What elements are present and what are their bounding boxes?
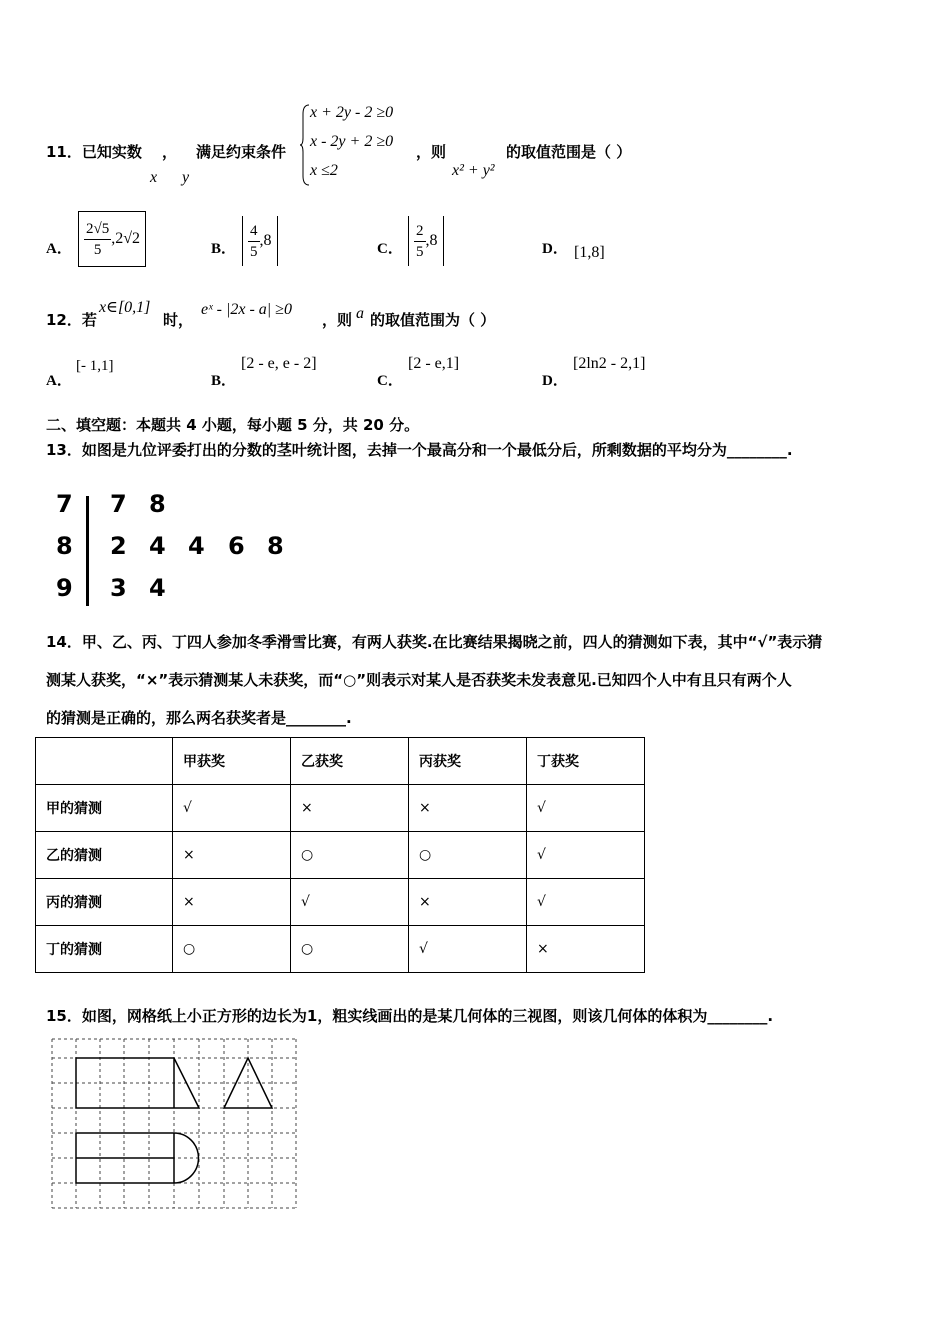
q11-option-a-denominator: 5 — [93, 241, 102, 258]
header-cell-yi: 乙获奖 — [291, 738, 409, 785]
stem-8: 8 — [56, 532, 73, 560]
three-view-diagram — [50, 1037, 300, 1216]
row-label: 甲的猜测 — [36, 785, 173, 832]
solid-outlines — [76, 1058, 272, 1183]
stem-7: 7 — [56, 490, 73, 518]
q11-constraint-2: x - 2y + 2 ≥0 — [310, 133, 394, 150]
q12-option-a: [- 1,1] — [76, 358, 114, 374]
table-row — [36, 879, 645, 926]
q11-option-a-label: A． — [46, 241, 72, 257]
q11-system-brace — [300, 104, 310, 186]
q11-option-b — [242, 216, 278, 266]
q15-text: 15．如图，网格纸上小正方形的边长为1，粗实线画出的是某几何体的三视图，则该几何体的体积为________. — [46, 1007, 774, 1025]
q11-option-c-denominator: 5 — [416, 243, 424, 260]
leaf: 8 — [267, 532, 284, 560]
q14-line-1: 14．甲、乙、丙、丁四人参加冬季滑雪比赛，有两人获奖.在比赛结果揭晓之前，四人的猜测如下表，其中“√”表示猜 — [46, 633, 823, 651]
leaf: 8 — [149, 490, 166, 518]
q11-var-x: x — [150, 169, 158, 186]
q11-constraint-3: x ≤2 — [310, 162, 338, 179]
q12-tail: 的取值范围为（ ） — [370, 311, 496, 329]
table-cell: × — [527, 926, 645, 973]
q12-then: ，则 — [322, 311, 353, 329]
q11-option-b-numerator: 4 — [248, 221, 260, 242]
q12-label: 12．若 — [46, 311, 97, 329]
q12-inequality: eˣ - |2x - a| ≥0 — [201, 301, 292, 318]
table-cell: ○ — [291, 832, 409, 879]
q11-comma: ， — [162, 143, 178, 161]
q12-option-d-label: D． — [542, 373, 568, 389]
row-label: 丁的猜测 — [36, 926, 173, 973]
q12-option-a-label: A． — [46, 373, 72, 389]
table-cell: × — [173, 832, 291, 879]
header-cell-empty — [36, 738, 173, 785]
leaf: 7 — [110, 490, 127, 518]
table-cell: √ — [409, 926, 527, 973]
table-row — [36, 832, 645, 879]
q11-option-c-numerator: 2 — [414, 221, 426, 242]
leaf: 6 — [228, 532, 245, 560]
table-cell: × — [173, 879, 291, 926]
q11-option-b-denominator: 5 — [250, 243, 258, 260]
q12-option-b-label: B． — [211, 373, 237, 389]
q11-mid-text: 满足约束条件 — [196, 143, 287, 161]
header-cell-bing: 丙获奖 — [409, 738, 527, 785]
q12-when: 时， — [163, 311, 194, 329]
q11-expression: x² + y² — [452, 162, 495, 179]
leaf: 4 — [149, 532, 166, 560]
q11-option-d: [1,8] — [574, 244, 605, 261]
table-cell: √ — [527, 879, 645, 926]
q11-tail: 的取值范围是（ ） — [506, 143, 632, 161]
q12-option-b: [2 - e, e - 2] — [241, 355, 317, 372]
guess-table-header-row — [36, 738, 645, 785]
q12-option-c: [2 - e,1] — [408, 355, 460, 372]
table-cell: ○ — [173, 926, 291, 973]
leaf: 3 — [110, 574, 127, 602]
table-cell: √ — [291, 879, 409, 926]
q11-constraint-1: x + 2y - 2 ≥0 — [310, 104, 394, 121]
table-row — [36, 785, 645, 832]
table-cell: × — [291, 785, 409, 832]
q12-var-a: a — [356, 305, 364, 322]
row-label: 丙的猜测 — [36, 879, 173, 926]
q11-var-y: y — [182, 169, 190, 186]
q11-option-c-rest: ,8 — [425, 232, 438, 249]
stem-9: 9 — [56, 574, 73, 602]
header-cell-ding: 丁获奖 — [527, 738, 645, 785]
table-cell: × — [409, 879, 527, 926]
q11-option-a — [78, 211, 146, 267]
stem-leaf-divider — [86, 496, 89, 606]
q12-condition: x∈[0,1] — [99, 299, 151, 316]
q11-option-b-label: B． — [211, 241, 237, 257]
q14-line-3: 的猜测是正确的，那么两名获奖者是________. — [46, 709, 352, 727]
q12-option-d: [2ln2 - 2,1] — [573, 355, 646, 372]
table-row — [36, 926, 645, 973]
table-cell: ○ — [409, 832, 527, 879]
q11-option-a-rest: ,2√2 — [111, 230, 141, 247]
q11-option-c — [408, 216, 444, 266]
table-cell: ○ — [291, 926, 409, 973]
q14-line-2: 测某人获奖，“×”表示猜测某人未获奖，而“○”则表示对某人是否获奖未发表意见.已知四个人中有且只有两个人 — [46, 671, 792, 689]
table-cell: √ — [527, 832, 645, 879]
header-cell-jia: 甲获奖 — [173, 738, 291, 785]
section-2-heading: 二、填空题：本题共 4 小题，每小题 5 分，共 20 分。 — [46, 416, 420, 434]
q13-text: 13．如图是九位评委打出的分数的茎叶统计图，去掉一个最高分和一个最低分后，所剩数据的平均分为________. — [46, 441, 793, 459]
row-label: 乙的猜测 — [36, 832, 173, 879]
leaf: 2 — [110, 532, 127, 560]
table-cell: × — [409, 785, 527, 832]
q11-label: 11．已知实数 — [46, 143, 142, 161]
leaf: 4 — [188, 532, 205, 560]
table-cell: √ — [527, 785, 645, 832]
q11-option-c-label: C． — [377, 241, 403, 257]
table-cell: √ — [173, 785, 291, 832]
q11-option-d-label: D． — [542, 241, 568, 257]
q11-then: ，则 — [416, 143, 447, 161]
leaf: 4 — [149, 574, 166, 602]
q12-option-c-label: C． — [377, 373, 403, 389]
stem-leaf-plot — [52, 490, 292, 610]
q11-option-b-rest: ,8 — [259, 232, 272, 249]
guess-table — [35, 737, 645, 973]
q11-option-a-numerator: 2√5 — [84, 219, 111, 240]
